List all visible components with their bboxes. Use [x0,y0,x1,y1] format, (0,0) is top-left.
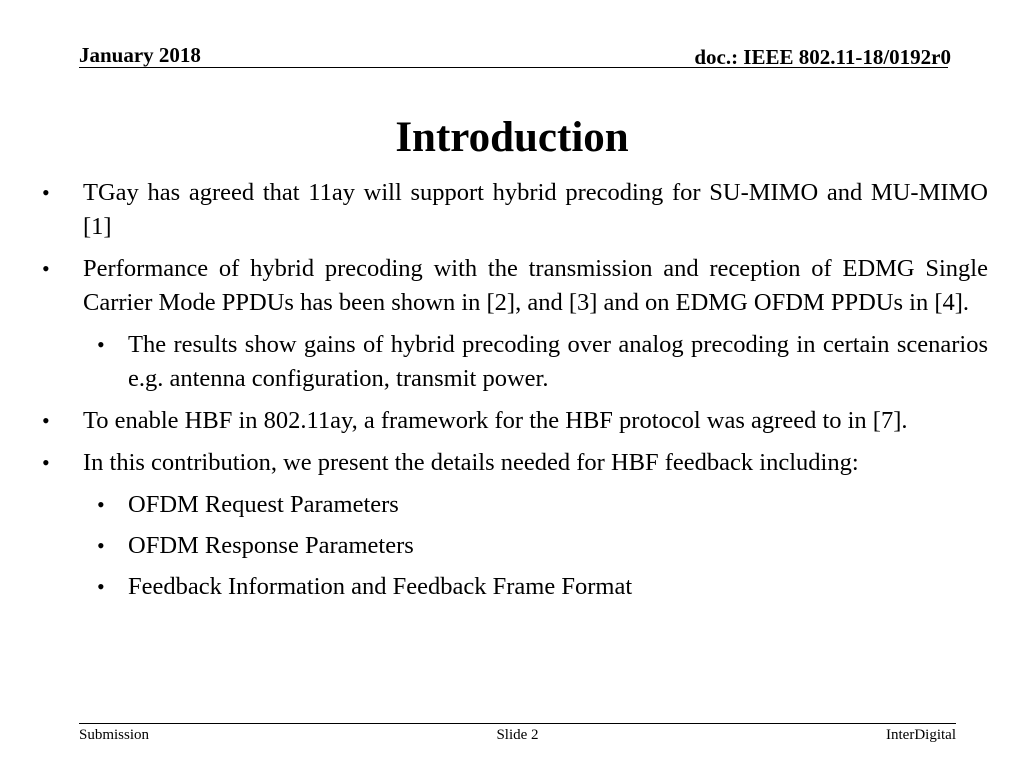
bullet-marker: • [42,180,50,205]
slide-body [36,176,988,611]
sub-bullet-item [36,570,988,604]
bullet-item [36,446,988,480]
bullet-text: TGay has agreed that 11ay will support hybrid precoding for SU-MIMO and MU-MIMO [1] [83,179,988,240]
bullet-marker: • [42,408,50,433]
bullet-text: The results show gains of hybrid precoding over analog precoding in certain scenarios e.g. antenna configuration, transmit power. [128,331,988,392]
footer-submission: Submission [79,727,150,743]
bullet-marker: • [97,332,105,357]
bullet-text: OFDM Request Parameters [128,491,399,518]
bullet-marker: • [42,450,50,475]
bullet-item [36,404,988,438]
bullet-text: In this contribution, we present the details needed for HBF feedback including: [83,449,859,476]
bullet-marker: • [97,574,105,599]
bullet-text: To enable HBF in 802.11ay, a framework for the HBF protocol was agreed to in [7]. [83,407,908,434]
bullet-marker: • [97,492,105,517]
sub-bullet-item [36,488,988,522]
header-document-id: doc.: IEEE 802.11-18/0192r0 [694,45,951,69]
sub-bullet-item [36,328,988,396]
footer-slide-number: Slide 2 [496,727,539,743]
bullet-marker: • [42,256,50,281]
header-date: January 2018 [79,43,201,67]
bullet-text: Feedback Information and Feedback Frame Format [128,573,633,600]
bullet-text: OFDM Response Parameters [128,532,414,559]
bullet-item [36,252,988,320]
bullet-item [36,176,988,244]
bullet-marker: • [97,533,105,558]
sub-bullet-item [36,529,988,563]
bullet-text: Performance of hybrid precoding with the transmission and reception of EDMG Single Carrier Mode PPDUs has been shown in [2], and [3] and on EDMG OFDM PPDUs in [4]. [83,255,988,316]
footer-divider [79,723,956,724]
header-divider [79,67,948,68]
slide-title: Introduction [395,114,629,161]
footer-company: InterDigital [886,727,956,743]
